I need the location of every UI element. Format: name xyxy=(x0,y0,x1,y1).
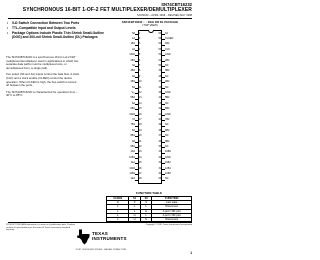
bullet-icon: • xyxy=(7,31,9,36)
pin-label-right: 9B2 xyxy=(165,139,170,143)
pin-lead xyxy=(162,93,165,94)
chip-outline xyxy=(138,30,162,184)
pin-label-right: 12B1 xyxy=(165,166,171,170)
pin-label-left: 2B1 xyxy=(130,58,135,62)
pin-lead xyxy=(162,104,165,105)
table-cell: L xyxy=(107,209,129,213)
pin-number-right: 56 xyxy=(158,32,161,35)
pin-label-left: 12A xyxy=(130,177,135,181)
table-header: S0 xyxy=(140,197,152,201)
table-cell: L xyxy=(129,209,141,213)
pin-number-left: 14 xyxy=(139,102,142,105)
table-cell: A port = B2 port xyxy=(152,213,192,217)
pin-number-left: 11 xyxy=(139,86,142,89)
pin-lead xyxy=(135,45,138,46)
pin-lead xyxy=(135,50,138,51)
pin-label-right: 8B2 xyxy=(165,128,170,132)
pin-number-right: 35 xyxy=(158,145,161,148)
pin-number-left: 2 xyxy=(139,37,141,40)
function-table-title: FUNCTION TABLE xyxy=(135,191,163,195)
pin-number-left: 18 xyxy=(139,124,142,127)
pin-lead xyxy=(162,45,165,46)
pin-lead xyxy=(162,126,165,127)
pin-lead xyxy=(135,163,138,164)
pin-number-left: 27 xyxy=(139,172,142,175)
table-cell: Last state xyxy=(152,201,192,205)
pin-number-right: 36 xyxy=(158,140,161,143)
table-cell: L xyxy=(107,213,129,217)
pin-number-right: 55 xyxy=(158,37,161,40)
feature-item: • TTL-Compatible Input and Output Levels xyxy=(7,26,76,31)
pin-label-right: 3B2 xyxy=(165,69,170,73)
pin-number-left: 3 xyxy=(139,43,141,46)
pin-lead xyxy=(135,174,138,175)
pin-lead xyxy=(162,147,165,148)
function-table xyxy=(106,196,192,222)
pin-label-left: 7B1 xyxy=(130,123,135,127)
pin-lead xyxy=(135,99,138,100)
pin-label-left: 4B1 xyxy=(130,80,135,84)
pin-label-right: GND xyxy=(165,53,171,57)
pin-lead xyxy=(162,66,165,67)
pin-label-left: 10B1 xyxy=(129,155,135,159)
pin-lead xyxy=(135,169,138,170)
pin-number-left: 12 xyxy=(139,91,142,94)
pin-label-left: 1B1 xyxy=(130,42,135,46)
pin-number-right: 43 xyxy=(158,102,161,105)
table-cell: A port = B1 port xyxy=(152,209,192,213)
pin-lead xyxy=(135,109,138,110)
pin-label-right: NC xyxy=(165,134,169,138)
pin-label-right: CLKEN xyxy=(165,36,174,40)
pin-number-right: 51 xyxy=(158,59,161,62)
pin-lead xyxy=(162,55,165,56)
mailing-address: POST OFFICE BOX 655303 • DALLAS, TEXAS 75265 xyxy=(75,249,127,251)
pin-number-right: 33 xyxy=(158,156,161,159)
pin-label-left: 5A xyxy=(131,85,135,89)
pin-lead xyxy=(135,142,138,143)
feature-item: • 5-Ω Switch Connection Between Two Ports xyxy=(7,21,80,25)
pin-lead xyxy=(135,39,138,40)
pin-number-left: 16 xyxy=(139,113,142,116)
pin-label-left: 6A xyxy=(131,101,135,105)
pin-label-right: NC xyxy=(165,63,169,67)
pin-number-left: 7 xyxy=(139,64,141,67)
pin-label-right: NC xyxy=(165,74,169,78)
pin-number-right: 34 xyxy=(158,151,161,154)
pin-number-left: 17 xyxy=(139,118,142,121)
pin-number-right: 30 xyxy=(158,172,161,175)
pin-number-left: 20 xyxy=(139,135,142,138)
pin-lead xyxy=(162,131,165,132)
pin-label-right: 11B2 xyxy=(165,161,171,165)
pin-number-right: 37 xyxy=(158,135,161,138)
logo-wordmark: TEXAS INSTRUMENTS xyxy=(92,231,127,241)
pin-label-left: 2A xyxy=(131,47,135,51)
pin-number-right: 40 xyxy=(158,118,161,121)
pin-lead xyxy=(135,55,138,56)
package-view-label: (TOP VIEW) xyxy=(142,23,158,28)
pin-lead xyxy=(135,66,138,67)
pin-lead xyxy=(162,142,165,143)
pin-number-right: 50 xyxy=(158,64,161,67)
pin-label-right: NC xyxy=(165,85,169,89)
pin-number-right: 42 xyxy=(158,108,161,111)
description-paragraph: The SN74CBT16232 is characterized for operation from –40°C to 85°C. xyxy=(6,89,78,98)
pin-label-right: 1B2 xyxy=(165,42,170,46)
pin-lead xyxy=(162,99,165,100)
pin-lead xyxy=(135,158,138,159)
table-cell: L xyxy=(140,205,152,209)
pin-lead xyxy=(162,39,165,40)
pin-lead xyxy=(162,109,165,110)
table-cell: L xyxy=(129,205,141,209)
pin-lead xyxy=(162,72,165,73)
table-cell: L xyxy=(107,218,129,222)
pin-lead xyxy=(162,88,165,89)
description-section xyxy=(6,56,80,101)
table-cell: X xyxy=(129,201,141,205)
pin-lead xyxy=(135,126,138,127)
pin-label-left: 10A xyxy=(130,150,135,154)
pin-number-right: 54 xyxy=(158,43,161,46)
pin-number-left: 5 xyxy=(139,54,141,57)
pin-number-right: 49 xyxy=(158,70,161,73)
pin-label-left: 3A xyxy=(131,63,135,67)
pin-label-left: 9B1 xyxy=(130,144,135,148)
pin-label-left: 3B1 xyxy=(130,69,135,73)
pin-label-right: 12B2 xyxy=(165,171,171,175)
pin-number-right: 41 xyxy=(158,113,161,116)
table-cell: H xyxy=(129,218,141,222)
pin-label-left: 1A xyxy=(131,36,135,40)
table-cell: L xyxy=(140,213,152,217)
pin-number-left: 21 xyxy=(139,140,142,143)
pin-lead xyxy=(135,88,138,89)
pin-label-right: 5B2 xyxy=(165,96,170,100)
pin-lead xyxy=(135,61,138,62)
pin-number-right: 38 xyxy=(158,129,161,132)
pin-number-left: 10 xyxy=(139,81,142,84)
production-data-disclaimer: PRODUCTION DATA information is current as of publication date. Products conform to specifications per the terms of Texas Instruments standard warranty. xyxy=(6,224,76,232)
pin-lead xyxy=(162,153,165,154)
pin-lead xyxy=(162,115,165,116)
pin-number-right: 39 xyxy=(158,124,161,127)
package-pinout xyxy=(108,21,192,186)
table-header: FUNCTION xyxy=(152,197,192,201)
pin-lead xyxy=(135,34,138,35)
pin-label-right: GND xyxy=(165,90,171,94)
pin-label-right: NC xyxy=(165,144,169,148)
pin-lead xyxy=(135,180,138,181)
pin-lead xyxy=(162,50,165,51)
pin-number-left: 26 xyxy=(139,167,142,170)
pin-lead xyxy=(135,131,138,132)
pin-number-left: 25 xyxy=(139,162,142,165)
pin-number-right: 44 xyxy=(158,97,161,100)
pin-number-left: 28 xyxy=(139,178,142,181)
pin-label-right: 6B2 xyxy=(165,107,170,111)
part-number: SN74CBT16232 xyxy=(161,2,192,7)
pin-label-left: 4A xyxy=(131,74,135,78)
ti-logo xyxy=(76,228,126,248)
description-paragraph: Two select (S0 and S1) inputs control the data flow. A clock (CLK) and a clock enable (CLKEN) control the device operation. When CLKEN is high, the bus switch is turned off between the ports. xyxy=(6,72,80,88)
page-number: 1 xyxy=(190,251,192,255)
pin-label-left: GND xyxy=(129,166,135,170)
pin-number-left: 9 xyxy=(139,75,141,78)
pin-label-left: GND xyxy=(129,53,135,57)
pin-number-left: 13 xyxy=(139,97,142,100)
footer-rule xyxy=(8,222,192,223)
bullet-icon: • xyxy=(7,26,9,31)
document-code: SCDS040 – APRIL 1998 – REVISED MAY 1998 xyxy=(136,14,192,17)
table-cell: X xyxy=(140,201,152,205)
header-rule xyxy=(8,18,192,19)
pin-lead xyxy=(162,180,165,181)
pin-label-right: NC xyxy=(165,101,169,105)
table-cell: Disconnect xyxy=(152,218,192,222)
pin-lead xyxy=(162,82,165,83)
pin-label-left: 11B1 xyxy=(129,171,135,175)
pin-number-right: 32 xyxy=(158,162,161,165)
pin-lead xyxy=(162,174,165,175)
pin-lead xyxy=(162,158,165,159)
pin-lead xyxy=(135,115,138,116)
pin-number-left: 6 xyxy=(139,59,141,62)
pin-number-right: 29 xyxy=(158,178,161,181)
chip-notch xyxy=(148,30,154,33)
pin-lead xyxy=(135,93,138,94)
pin-lead xyxy=(162,34,165,35)
document-title: SYNCHRONOUS 16-BIT 1-OF-2 FET MULTIPLEXER/DEMULTIPLEXER xyxy=(22,7,192,13)
function-table-section xyxy=(106,191,192,222)
table-cell: H xyxy=(129,213,141,217)
pin-lead xyxy=(162,169,165,170)
description-paragraph: The SN74CBT16232 is a synchronous 16-bit 1-of-2 FET multiplexer/demultiplexer used in applications in which two separate data paths must be multiplexed onto, or demultiplexed from, a single path. xyxy=(6,55,79,71)
pin-lead xyxy=(135,104,138,105)
texas-state-logo-icon xyxy=(76,229,91,245)
pin-label-right: 4B2 xyxy=(165,80,170,84)
pin-lead xyxy=(162,61,165,62)
pin-number-right: 46 xyxy=(158,86,161,89)
pin-label-right: 7B2 xyxy=(165,117,170,121)
pin-label-left: 7A xyxy=(131,117,135,121)
feature-list xyxy=(6,21,106,41)
table-header: S1 xyxy=(129,197,141,201)
pin-lead xyxy=(135,120,138,121)
pin-label-right: S1 xyxy=(165,31,169,35)
pin-lead xyxy=(162,120,165,121)
pin-lead xyxy=(162,163,165,164)
pin-lead xyxy=(162,136,165,137)
pin-number-left: 24 xyxy=(139,156,142,159)
pin-label-left: 5B1 xyxy=(130,96,135,100)
feature-item: • Package Options Include Plastic Thin Shrink Small-Outline (DGG) and 300-mil Shrink Small-Outline (DL) Packages xyxy=(7,31,104,40)
pin-label-left: 9A xyxy=(131,139,135,143)
pin-label-right: NC xyxy=(165,123,169,127)
table-cell: Disconnect xyxy=(152,205,192,209)
pin-number-left: 23 xyxy=(139,151,142,154)
pin-number-right: 52 xyxy=(158,54,161,57)
pin-lead xyxy=(135,82,138,83)
bullet-icon: • xyxy=(7,21,9,25)
pin-lead xyxy=(135,77,138,78)
pin-label-right: NC xyxy=(165,177,169,181)
package-title: SN74CBT16232 . . . DGG OR DL PACKAGE xyxy=(121,20,179,24)
table-cell: H xyxy=(140,218,152,222)
pin-lead xyxy=(135,147,138,148)
pin-number-right: 47 xyxy=(158,81,161,84)
copyright-notice: Copyright © 1998, Texas Instruments Incorporated xyxy=(145,224,192,226)
pin-label-left: 8B1 xyxy=(130,134,135,138)
pin-lead xyxy=(135,136,138,137)
pin-lead xyxy=(135,153,138,154)
pin-number-right: 31 xyxy=(158,167,161,170)
pin-number-left: 19 xyxy=(139,129,142,132)
pin-number-left: 8 xyxy=(139,70,141,73)
pin-label-left: V₁₁ xyxy=(131,90,135,94)
table-cell: H xyxy=(140,209,152,213)
pin-number-left: 4 xyxy=(139,48,141,51)
table-header: CLKEN xyxy=(107,197,129,201)
pin-lead xyxy=(135,72,138,73)
pin-label-left: GND xyxy=(129,112,135,116)
pin-lead xyxy=(162,77,165,78)
pin-label-left: 11A xyxy=(130,161,135,165)
pin-number-right: 48 xyxy=(158,75,161,78)
pin-label-left: S0 xyxy=(131,31,135,35)
table-cell: L xyxy=(107,205,129,209)
pin-number-left: 15 xyxy=(139,108,142,111)
pin-number-left: 22 xyxy=(139,145,142,148)
pin-label-left: 8A xyxy=(131,128,135,132)
pin-number-right: 53 xyxy=(158,48,161,51)
pin-label-right: GND xyxy=(165,112,171,116)
table-cell: H xyxy=(107,201,129,205)
pin-label-right: 2B2 xyxy=(165,58,170,62)
pin-number-right: 45 xyxy=(158,91,161,94)
pin-label-left: 6B1 xyxy=(130,107,135,111)
pin-label-right: 10B2 xyxy=(165,150,171,154)
pin-number-left: 1 xyxy=(139,32,141,35)
pin-label-right: GND xyxy=(165,155,171,159)
pin-label-right: CLK xyxy=(165,47,170,51)
